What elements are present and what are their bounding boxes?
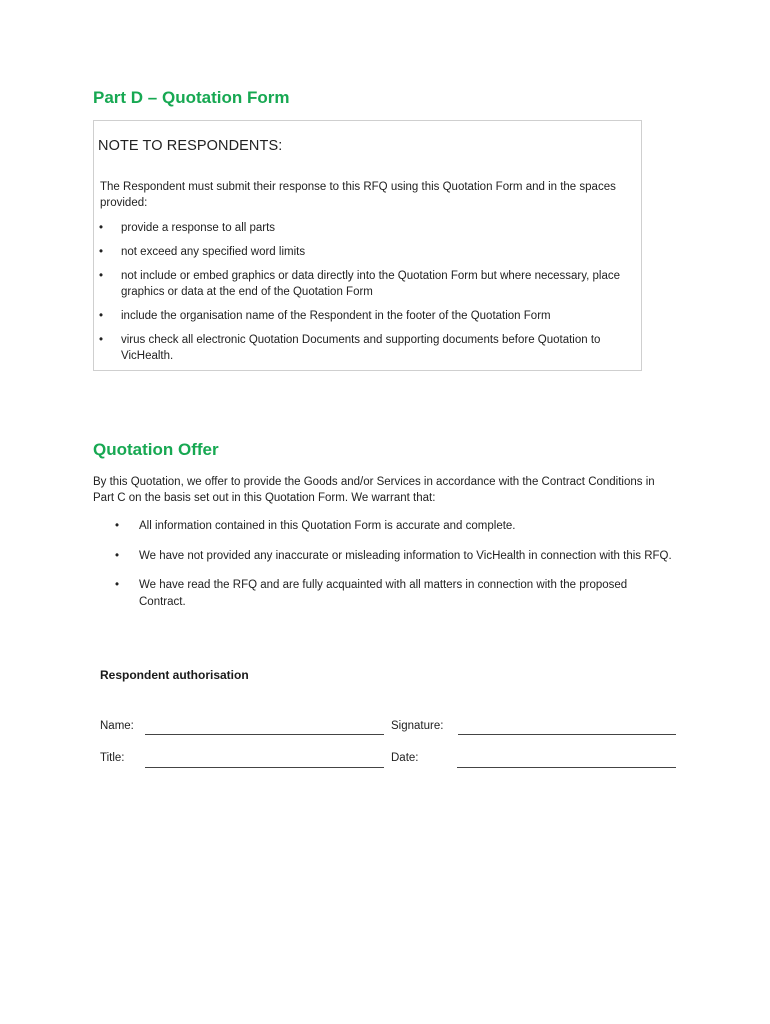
note-list <box>94 220 634 372</box>
list-item-text: not exceed any specified word limits <box>121 246 306 258</box>
signature-label: Signature: <box>391 720 444 732</box>
list-item <box>94 244 634 260</box>
list-item <box>93 518 673 535</box>
list-item-text: All information contained in this Quotation Form is accurate and complete. <box>139 520 516 532</box>
name-label: Name: <box>100 720 134 732</box>
warranty-list <box>93 518 673 623</box>
bullet-icon: • <box>99 310 104 322</box>
bullet-icon: • <box>99 222 104 234</box>
list-item <box>94 268 634 300</box>
part-d-heading: Part D – Quotation Form <box>93 88 290 107</box>
respondent-authorisation-heading: Respondent authorisation <box>100 668 249 682</box>
list-item-text: virus check all electronic Quotation Documents and supporting documents before Quotation to VicHealth. <box>121 334 601 362</box>
list-item-text: provide a response to all parts <box>121 222 276 234</box>
bullet-icon: • <box>115 579 120 591</box>
note-intro: The Respondent must submit their response to this RFQ using this Quotation Form and in the spaces provided: <box>100 181 616 209</box>
signature-field[interactable] <box>458 734 676 735</box>
bullet-icon: • <box>99 246 104 258</box>
bullet-icon: • <box>115 520 120 532</box>
list-item-text: not include or embed graphics or data directly into the Quotation Form but where necessary, place graphics or data at the end of the Quotation Form <box>121 270 621 298</box>
note-to-respondents-box <box>93 120 642 371</box>
quotation-offer-heading: Quotation Offer <box>93 440 219 459</box>
offer-intro: By this Quotation, we offer to provide the Goods and/or Services in accordance with the Contract Conditions in Part C on the basis set out in this Quotation Form. We warrant that: <box>93 476 655 504</box>
date-field[interactable] <box>457 767 676 768</box>
date-label: Date: <box>391 752 419 764</box>
name-field[interactable] <box>145 734 384 735</box>
list-item <box>94 332 634 364</box>
title-field[interactable] <box>145 767 384 768</box>
bullet-icon: • <box>115 549 120 562</box>
list-item <box>94 220 634 236</box>
list-item-text: We have read the RFQ and are fully acquainted with all matters in connection with the proposed Contract. <box>139 579 628 608</box>
list-item-text: We have not provided any inaccurate or misleading information to VicHealth in connection with this RFQ. <box>139 549 672 562</box>
list-item <box>93 548 673 565</box>
list-item-text: include the organisation name of the Respondent in the footer of the Quotation Form <box>121 310 551 322</box>
note-title: NOTE TO RESPONDENTS: <box>98 138 283 154</box>
list-item <box>93 577 673 610</box>
list-item <box>94 308 634 324</box>
title-label: Title: <box>100 752 125 764</box>
bullet-icon: • <box>99 334 104 346</box>
bullet-icon: • <box>99 270 104 282</box>
